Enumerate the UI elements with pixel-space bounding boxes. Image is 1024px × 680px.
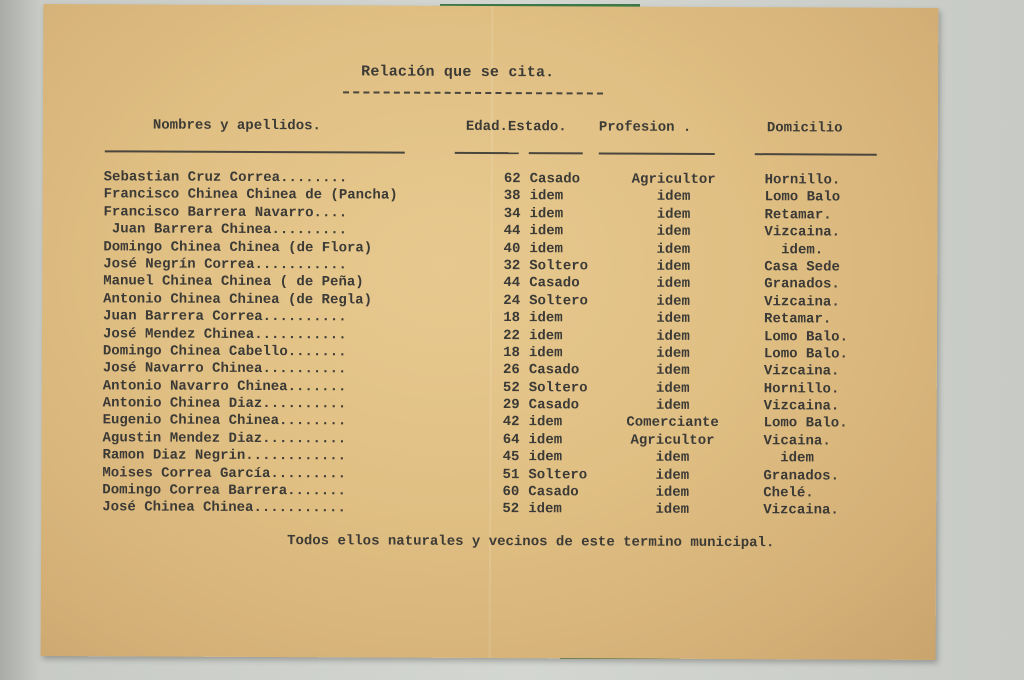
- cell-age: 32: [503, 258, 521, 275]
- cell-profession: Agricultor: [631, 171, 716, 188]
- cell-domicile: Lomo Balo.: [763, 415, 848, 433]
- cell-domicile: Vizcaina.: [764, 224, 841, 241]
- cell-status: idem: [528, 327, 563, 344]
- cell-name: Domingo Correa Barrera.......: [102, 482, 346, 500]
- cell-age: 24: [503, 292, 521, 309]
- cell-status: Casado: [528, 362, 580, 379]
- cell-profession: idem: [655, 449, 690, 467]
- cell-name: Francisco Barrera Navarro....: [103, 204, 348, 222]
- cell-domicile: Granados.: [764, 276, 840, 293]
- cell-status: Soltero: [529, 292, 588, 310]
- cell-name: Agustin Mendez Diaz..........: [102, 430, 347, 448]
- cell-profession: idem: [655, 467, 690, 484]
- header-profession: Profesion .: [598, 119, 692, 136]
- cell-name: Antonio Navarro Chinea.......: [102, 378, 347, 396]
- title-underline: [343, 91, 603, 94]
- cell-name: Manuel Chinea Chinea ( de Peña): [103, 273, 364, 291]
- cell-name: José Navarro Chinea..........: [102, 360, 347, 378]
- cell-name: Domingo Chinea Cabello.......: [102, 343, 347, 361]
- cell-profession: idem: [656, 328, 690, 345]
- rule-status: [529, 152, 583, 154]
- cell-status: Soltero: [528, 466, 588, 484]
- cell-name: Juan Barrera Correa..........: [103, 308, 347, 326]
- cell-profession: idem: [656, 206, 691, 223]
- cell-domicile: idem.: [764, 241, 824, 259]
- cell-name: Ramon Diaz Negrin............: [102, 447, 347, 465]
- cell-age: 44: [503, 275, 521, 292]
- cell-status: Soltero: [528, 379, 588, 397]
- cell-name: Domingo Chinea Chinea (de Flora): [103, 238, 373, 257]
- cell-status: idem: [528, 345, 563, 362]
- cell-profession: idem: [655, 502, 690, 519]
- cell-profession: idem: [656, 345, 690, 362]
- rule-names: [105, 150, 405, 153]
- document-page: [41, 4, 939, 660]
- cell-domicile: Vizcaina.: [764, 293, 840, 311]
- cell-domicile: Hornillo.: [763, 380, 840, 398]
- cell-name: Antonio Chinea Diaz..........: [102, 395, 347, 413]
- cell-profession: idem: [656, 276, 691, 293]
- cell-domicile: Lomo Balo.: [763, 328, 849, 346]
- cell-name: Francisco Chinea Chinea de (Pancha): [103, 186, 398, 204]
- cell-profession: Comerciante: [626, 415, 719, 432]
- cell-domicile: Retamar.: [764, 311, 832, 328]
- cell-domicile: Chelé.: [763, 485, 814, 502]
- cell-age: 29: [502, 397, 520, 414]
- cell-profession: idem: [656, 258, 691, 275]
- cell-status: idem: [528, 449, 563, 466]
- register-table: [41, 169, 938, 521]
- cell-status: idem: [529, 205, 564, 223]
- cell-profession: idem: [656, 293, 690, 310]
- cell-profession: idem: [656, 189, 691, 206]
- cell-domicile: Vizcaina.: [763, 398, 840, 415]
- cell-status: Casado: [529, 171, 581, 188]
- rule-domicile: [755, 153, 877, 156]
- cell-age: 26: [502, 362, 520, 379]
- document-title: Relación que se cita.: [361, 63, 555, 82]
- rule-age: [455, 152, 519, 154]
- footer-note: Todos ellos naturales y vecinos de este termino municipal.: [287, 533, 775, 552]
- cell-profession: idem: [656, 310, 690, 327]
- cell-status: idem: [529, 223, 564, 240]
- table-row: [41, 499, 936, 520]
- cell-profession: idem: [655, 397, 690, 414]
- cell-age: 45: [502, 449, 520, 466]
- cell-age: 40: [503, 240, 521, 257]
- cell-age: 22: [503, 327, 521, 344]
- cell-domicile: Granados.: [763, 467, 840, 485]
- cell-age: 42: [502, 414, 520, 431]
- cell-profession: idem: [655, 363, 690, 380]
- cell-status: Casado: [529, 275, 580, 292]
- cell-profession: idem: [655, 484, 690, 501]
- cell-domicile: Lomo Balo: [764, 189, 841, 206]
- cell-name: Eugenio Chinea Chinea........: [102, 412, 347, 430]
- cell-status: Casado: [528, 484, 579, 501]
- cell-profession: Agricultor: [630, 432, 715, 449]
- rule-profession: [599, 152, 715, 155]
- cell-domicile: Vicaina.: [763, 433, 831, 450]
- cell-name: Antonio Chinea Chinea (de Regla): [103, 291, 373, 309]
- cell-domicile: idem: [763, 450, 814, 467]
- cell-domicile: Lomo Balo.: [763, 346, 848, 363]
- cell-status: idem: [528, 501, 562, 518]
- cell-status: idem: [528, 432, 563, 449]
- cell-name: José Chinea Chinea...........: [102, 499, 346, 517]
- cell-status: Casado: [528, 397, 580, 414]
- cell-domicile: Vizcaina.: [763, 502, 839, 519]
- cell-name: Sebastian Cruz Correa........: [103, 169, 348, 187]
- cell-domicile: Casa Sede: [764, 259, 840, 276]
- cell-name: José Mendez Chinea...........: [102, 325, 347, 343]
- cell-status: idem: [529, 188, 564, 205]
- cell-status: idem: [529, 240, 564, 257]
- cell-age: 64: [502, 431, 520, 448]
- header-names: Nombres y apellidos.: [152, 117, 321, 135]
- cell-name: Juan Barrera Chinea.........: [103, 221, 348, 239]
- cell-name: José Negrín Correa...........: [103, 256, 347, 274]
- cell-profession: idem: [655, 380, 690, 397]
- cell-age: 51: [502, 466, 520, 483]
- cell-age: 52: [502, 379, 520, 396]
- cell-domicile: Vizcaina.: [763, 363, 840, 380]
- cell-age: 52: [502, 501, 520, 518]
- cell-profession: idem: [656, 241, 691, 258]
- cell-age: 18: [503, 310, 521, 327]
- cell-age: 62: [503, 171, 521, 188]
- cell-status: Soltero: [529, 258, 589, 275]
- cell-age: 34: [503, 205, 521, 222]
- cell-age: 44: [503, 223, 521, 240]
- cell-age: 38: [503, 188, 521, 205]
- cell-domicile: Retamar.: [764, 206, 832, 224]
- cell-domicile: Hornillo.: [764, 172, 841, 189]
- header-age-status: Edad.Estado.: [465, 118, 567, 136]
- cell-age: 60: [502, 484, 520, 501]
- cell-status: idem: [529, 310, 563, 327]
- header-domicile: Domicilio: [766, 120, 843, 137]
- cell-status: idem: [528, 414, 563, 431]
- cell-age: 18: [503, 344, 520, 362]
- cell-name: Moises Correa García.........: [102, 464, 347, 483]
- cell-profession: idem: [656, 223, 691, 241]
